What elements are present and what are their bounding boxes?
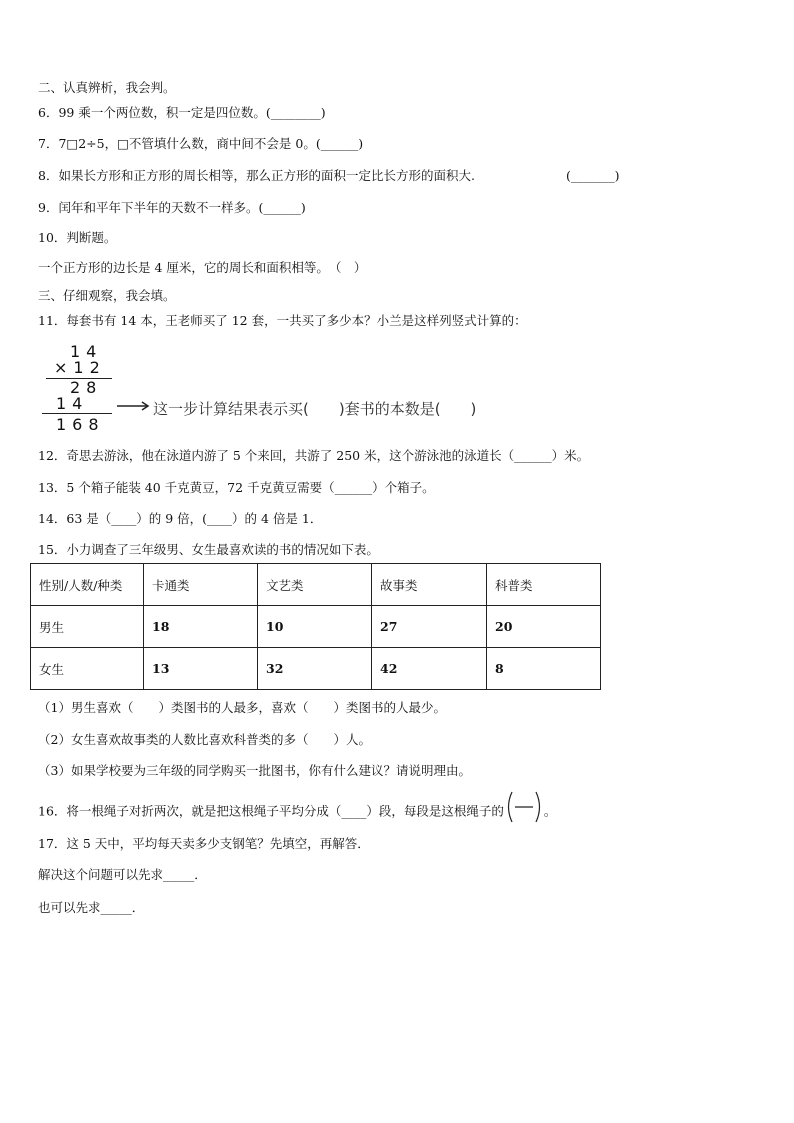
table-header-cell: 性别/人数/种类 bbox=[31, 564, 144, 606]
question-8: 8．如果长方形和正方形的周长相等，那么正方形的面积一定比长方形的面积大. bbox=[38, 168, 475, 183]
question-17-part-b: 也可以先求_____． bbox=[38, 900, 145, 915]
question-15-part-2: （2）女生喜欢故事类的人数比喜欢科普类的多（ ）人。 bbox=[38, 732, 371, 747]
question-12: 12．奇思去游泳，他在泳道内游了 5 个来回，共游了 250 米，这个游泳池的泳道长（______）米。 bbox=[38, 448, 590, 463]
question-17: 17．这 5 天中，平均每天卖多少支钢笔？先填空，再解答． bbox=[38, 836, 370, 851]
calc-annotation: 这一步计算结果表示买( )套书的本数是( ) bbox=[153, 400, 477, 418]
table-cell: 20 bbox=[487, 606, 601, 648]
multiplicand: 14 bbox=[70, 342, 103, 361]
question-16-end: 。 bbox=[543, 803, 557, 819]
table-cell: 男生 bbox=[31, 606, 144, 648]
question-10-statement: 一个正方形的边长是 4 厘米，它的周长和面积相等。 （ ） bbox=[38, 260, 367, 275]
calc-rule-2 bbox=[42, 413, 112, 414]
question-15-part-3: （3）如果学校要为三年级的同学购买一批图书，你有什么建议？请说明理由。 bbox=[38, 763, 471, 778]
question-9: 9．闰年和平年下半年的天数不一样多。(______) bbox=[38, 200, 306, 215]
question-10: 10．判断题。 bbox=[38, 230, 117, 245]
table-cell: 18 bbox=[144, 606, 258, 648]
table-cell: 42 bbox=[372, 648, 487, 690]
table-header-cell: 卡通类 bbox=[144, 564, 258, 606]
table-cell: 13 bbox=[144, 648, 258, 690]
question-13: 13．5 个箱子能装 40 千克黄豆，72 千克黄豆需要（______）个箱子。 bbox=[38, 480, 435, 495]
table-row bbox=[31, 648, 601, 690]
section-3-heading: 三、仔细观察，我会填。 bbox=[38, 288, 176, 303]
table-row bbox=[31, 606, 601, 648]
question-17-part-a: 解决这个问题可以先求_____． bbox=[38, 867, 207, 882]
question-11: 11．每套书有 14 本，王老师买了 12 套，一共买了多少本？小兰是这样列竖式计算的： bbox=[38, 313, 527, 328]
table-header-cell: 文艺类 bbox=[258, 564, 372, 606]
fraction-blank-icon bbox=[504, 790, 544, 824]
section-2-heading: 二、认真辨析，我会判。 bbox=[38, 80, 176, 95]
reading-survey-table bbox=[30, 563, 601, 690]
question-7: 7．7□2÷5，□不管填什么数，商中间不会是 0。(______) bbox=[38, 136, 364, 151]
arrow-icon bbox=[117, 400, 151, 412]
question-14: 14．63 是（____）的 9 倍，(____）的 4 倍是 1． bbox=[38, 511, 323, 526]
table-cell: 10 bbox=[258, 606, 372, 648]
question-16-text: 16．将一根绳子对折两次，就是把这根绳子平均分成（____）段，每段是这根绳子的 bbox=[38, 803, 504, 819]
final-product: 168 bbox=[56, 415, 105, 434]
table-cell: 32 bbox=[258, 648, 372, 690]
question-6: 6．99 乘一个两位数，积一定是四位数。(________) bbox=[38, 105, 326, 120]
table-cell: 女生 bbox=[31, 648, 144, 690]
partial-product-2: 14 bbox=[56, 394, 89, 413]
table-header-cell: 故事类 bbox=[372, 564, 487, 606]
table-cell: 27 bbox=[372, 606, 487, 648]
partial-product-1: 28 bbox=[70, 378, 103, 397]
question-16 bbox=[38, 800, 556, 824]
question-15-part-1: （1）男生喜欢（ ）类图书的人最多，喜欢（ ）类图书的人最少。 bbox=[38, 700, 446, 715]
table-cell: 8 bbox=[487, 648, 601, 690]
table-header-row bbox=[31, 564, 601, 606]
question-15: 15．小力调查了三年级男、女生最喜欢读的书的情况如下表。 bbox=[38, 542, 379, 557]
multiplier: ×12 bbox=[54, 358, 106, 377]
question-8-blank: (_______) bbox=[566, 168, 620, 183]
table-header-cell: 科普类 bbox=[487, 564, 601, 606]
vertical-multiplication bbox=[40, 343, 500, 433]
